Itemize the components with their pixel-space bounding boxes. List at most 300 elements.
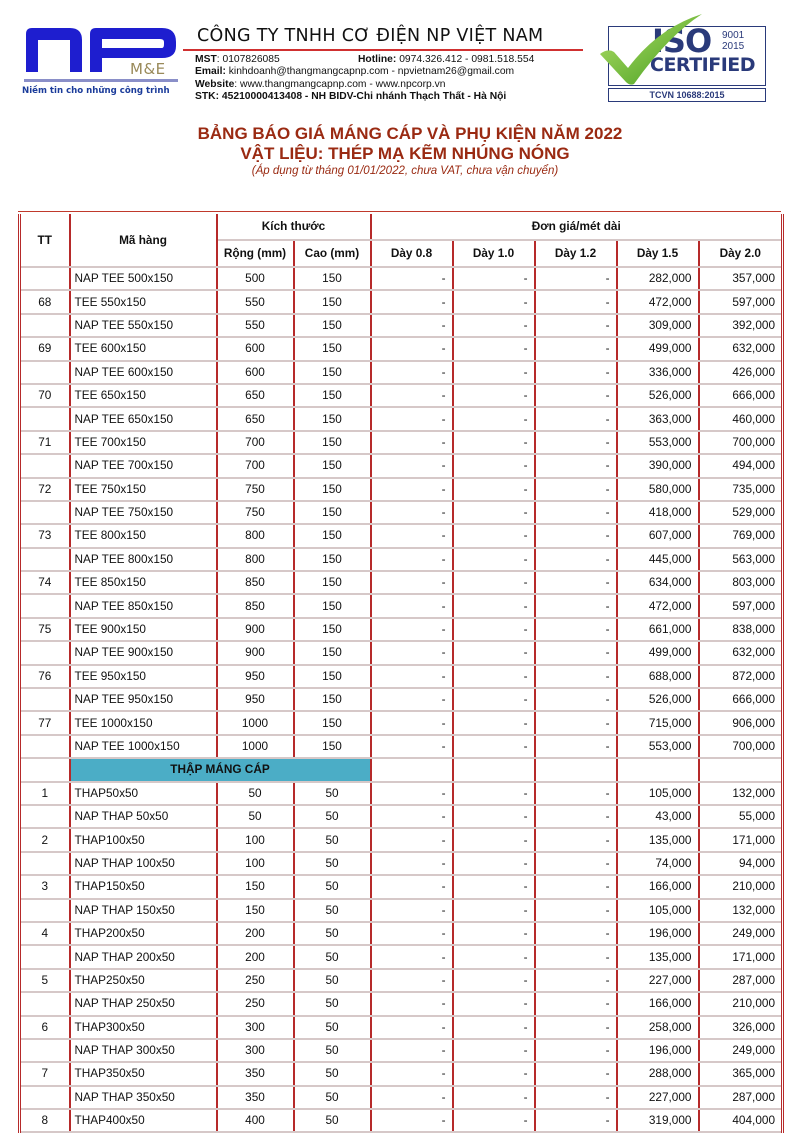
cell-day-10: - bbox=[453, 571, 535, 594]
cell-day-15: 135,000 bbox=[617, 828, 699, 851]
hotline-label: Hotline: bbox=[358, 53, 397, 65]
table-row bbox=[20, 1086, 783, 1109]
cell-day-20: 666,000 bbox=[699, 384, 783, 407]
cell-cao: 150 bbox=[294, 361, 371, 384]
cell-ma-hang: TEE 850x150 bbox=[70, 571, 217, 594]
cell-day-12: - bbox=[535, 782, 617, 805]
table-row bbox=[20, 478, 783, 501]
cell-day-20: 171,000 bbox=[699, 828, 783, 851]
cell-day-08: - bbox=[371, 641, 453, 664]
cell-rong: 650 bbox=[217, 384, 294, 407]
cell-cao: 50 bbox=[294, 875, 371, 898]
cell-day-20: 632,000 bbox=[699, 641, 783, 664]
cell-day-10: - bbox=[453, 688, 535, 711]
cell-day-20: 529,000 bbox=[699, 501, 783, 524]
company-name: CÔNG TY TNHH CƠ ĐIỆN NP VIỆT NAM bbox=[197, 26, 544, 46]
title-material: VẬT LIỆU: THÉP MẠ KẼM NHÚNG NÓNG bbox=[240, 144, 570, 163]
cell-cao: 50 bbox=[294, 1109, 371, 1132]
cell-day-20: 597,000 bbox=[699, 594, 783, 617]
cell-tt: 76 bbox=[20, 665, 70, 688]
cell-day-15: 363,000 bbox=[617, 407, 699, 430]
section-tt bbox=[20, 758, 70, 781]
cell-rong: 550 bbox=[217, 290, 294, 313]
logo-slogan: Niềm tin cho những công trình bbox=[22, 86, 170, 96]
cell-day-10: - bbox=[453, 594, 535, 617]
table-row bbox=[20, 875, 783, 898]
cell-day-15: 227,000 bbox=[617, 969, 699, 992]
cell-day-12: - bbox=[535, 454, 617, 477]
company-info bbox=[193, 26, 589, 104]
cell-rong: 900 bbox=[217, 641, 294, 664]
cell-rong: 800 bbox=[217, 548, 294, 571]
cell-tt: 8 bbox=[20, 1109, 70, 1132]
thap-rows bbox=[20, 782, 783, 1133]
cell-cao: 150 bbox=[294, 594, 371, 617]
cell-cao: 150 bbox=[294, 337, 371, 360]
cell-day-08: - bbox=[371, 571, 453, 594]
cell-rong: 300 bbox=[217, 1039, 294, 1062]
cell-day-08: - bbox=[371, 805, 453, 828]
table-row bbox=[20, 314, 783, 337]
cell-rong: 300 bbox=[217, 1016, 294, 1039]
cell-day-12: - bbox=[535, 267, 617, 290]
cell-ma-hang: NAP THAP 300x50 bbox=[70, 1039, 217, 1062]
cell-day-20: 666,000 bbox=[699, 688, 783, 711]
cell-rong: 600 bbox=[217, 337, 294, 360]
cell-rong: 850 bbox=[217, 594, 294, 617]
cell-day-15: 634,000 bbox=[617, 571, 699, 594]
cell-ma-hang: THAP50x50 bbox=[70, 782, 217, 805]
cell-tt bbox=[20, 1086, 70, 1109]
cell-tt bbox=[20, 852, 70, 875]
cell-day-12: - bbox=[535, 571, 617, 594]
cell-rong: 700 bbox=[217, 454, 294, 477]
cell-day-15: 288,000 bbox=[617, 1062, 699, 1085]
cell-day-15: 319,000 bbox=[617, 1109, 699, 1132]
cell-day-15: 105,000 bbox=[617, 782, 699, 805]
logo-underline bbox=[24, 79, 178, 82]
cell-cao: 50 bbox=[294, 1016, 371, 1039]
cell-day-08: - bbox=[371, 361, 453, 384]
cell-day-15: 390,000 bbox=[617, 454, 699, 477]
cell-rong: 550 bbox=[217, 314, 294, 337]
cell-tt: 7 bbox=[20, 1062, 70, 1085]
document-header bbox=[0, 0, 800, 110]
cell-day-08: - bbox=[371, 1086, 453, 1109]
cell-ma-hang: NAP TEE 600x150 bbox=[70, 361, 217, 384]
cell-day-15: 499,000 bbox=[617, 337, 699, 360]
cell-day-20: 769,000 bbox=[699, 524, 783, 547]
cell-rong: 650 bbox=[217, 407, 294, 430]
cell-day-12: - bbox=[535, 431, 617, 454]
cell-ma-hang: NAP TEE 750x150 bbox=[70, 501, 217, 524]
cell-rong: 500 bbox=[217, 267, 294, 290]
cell-day-15: 309,000 bbox=[617, 314, 699, 337]
cell-day-15: 553,000 bbox=[617, 735, 699, 758]
email-label: Email: bbox=[195, 66, 226, 77]
cell-rong: 350 bbox=[217, 1062, 294, 1085]
website-label: Website bbox=[195, 78, 235, 90]
cell-day-20: 326,000 bbox=[699, 1016, 783, 1039]
cell-day-10: - bbox=[453, 361, 535, 384]
cell-cao: 50 bbox=[294, 899, 371, 922]
cell-day-12: - bbox=[535, 1016, 617, 1039]
tee-rows bbox=[20, 267, 783, 758]
cell-day-08: - bbox=[371, 875, 453, 898]
cell-rong: 950 bbox=[217, 665, 294, 688]
cell-tt bbox=[20, 992, 70, 1015]
cell-tt bbox=[20, 267, 70, 290]
cell-rong: 800 bbox=[217, 524, 294, 547]
cell-cao: 150 bbox=[294, 641, 371, 664]
col-kich-thuoc: Kích thước bbox=[217, 214, 371, 240]
table-row bbox=[20, 290, 783, 313]
website-value[interactable]: : www.thangmangcapnp.com - www.npcorp.vn bbox=[234, 78, 446, 90]
table-row bbox=[20, 501, 783, 524]
cell-day-20: 55,000 bbox=[699, 805, 783, 828]
cell-rong: 750 bbox=[217, 501, 294, 524]
cell-ma-hang: NAP THAP 200x50 bbox=[70, 945, 217, 968]
table-row bbox=[20, 711, 783, 734]
cell-cao: 50 bbox=[294, 945, 371, 968]
cell-day-12: - bbox=[535, 337, 617, 360]
cell-day-10: - bbox=[453, 922, 535, 945]
cell-tt: 1 bbox=[20, 782, 70, 805]
cell-day-20: 249,000 bbox=[699, 1039, 783, 1062]
cell-day-12: - bbox=[535, 852, 617, 875]
cell-day-12: - bbox=[535, 969, 617, 992]
table-row bbox=[20, 992, 783, 1015]
cell-rong: 200 bbox=[217, 945, 294, 968]
cell-ma-hang: NAP TEE 850x150 bbox=[70, 594, 217, 617]
cell-ma-hang: NAP TEE 950x150 bbox=[70, 688, 217, 711]
cell-ma-hang: TEE 950x150 bbox=[70, 665, 217, 688]
table-row bbox=[20, 1039, 783, 1062]
cell-rong: 50 bbox=[217, 805, 294, 828]
cell-day-20: 404,000 bbox=[699, 1109, 783, 1132]
cell-ma-hang: NAP THAP 150x50 bbox=[70, 899, 217, 922]
cell-day-15: 135,000 bbox=[617, 945, 699, 968]
cell-day-15: 418,000 bbox=[617, 501, 699, 524]
cell-day-08: - bbox=[371, 337, 453, 360]
cell-day-15: 661,000 bbox=[617, 618, 699, 641]
cell-ma-hang: NAP THAP 350x50 bbox=[70, 1086, 217, 1109]
cell-day-08: - bbox=[371, 969, 453, 992]
cell-rong: 900 bbox=[217, 618, 294, 641]
cell-day-08: - bbox=[371, 688, 453, 711]
table-row bbox=[20, 1062, 783, 1085]
section-empty bbox=[535, 758, 617, 781]
cell-day-08: - bbox=[371, 711, 453, 734]
cell-cao: 150 bbox=[294, 384, 371, 407]
cell-cao: 150 bbox=[294, 571, 371, 594]
cell-day-08: - bbox=[371, 314, 453, 337]
cell-day-12: - bbox=[535, 314, 617, 337]
table-row bbox=[20, 431, 783, 454]
cell-day-10: - bbox=[453, 1086, 535, 1109]
cell-day-20: 287,000 bbox=[699, 969, 783, 992]
cell-ma-hang: THAP150x50 bbox=[70, 875, 217, 898]
cell-day-12: - bbox=[535, 688, 617, 711]
cell-day-12: - bbox=[535, 1062, 617, 1085]
cell-day-08: - bbox=[371, 454, 453, 477]
table-row bbox=[20, 852, 783, 875]
cell-day-20: 838,000 bbox=[699, 618, 783, 641]
cell-cao: 50 bbox=[294, 828, 371, 851]
cell-cao: 50 bbox=[294, 992, 371, 1015]
cell-day-15: 472,000 bbox=[617, 290, 699, 313]
cell-ma-hang: TEE 550x150 bbox=[70, 290, 217, 313]
cell-ma-hang: THAP300x50 bbox=[70, 1016, 217, 1039]
cell-tt bbox=[20, 641, 70, 664]
col-day-10: Dày 1.0 bbox=[453, 240, 535, 267]
cell-day-20: 906,000 bbox=[699, 711, 783, 734]
cell-ma-hang: NAP THAP 250x50 bbox=[70, 992, 217, 1015]
cell-tt bbox=[20, 805, 70, 828]
table-row bbox=[20, 828, 783, 851]
cell-day-12: - bbox=[535, 828, 617, 851]
table-row bbox=[20, 361, 783, 384]
price-table bbox=[18, 214, 784, 1133]
cell-day-15: 105,000 bbox=[617, 899, 699, 922]
cell-day-08: - bbox=[371, 407, 453, 430]
cell-day-10: - bbox=[453, 1039, 535, 1062]
table-row bbox=[20, 945, 783, 968]
cell-day-12: - bbox=[535, 501, 617, 524]
cell-ma-hang: NAP THAP 50x50 bbox=[70, 805, 217, 828]
cell-tt: 69 bbox=[20, 337, 70, 360]
cell-day-10: - bbox=[453, 337, 535, 360]
cell-day-15: 196,000 bbox=[617, 1039, 699, 1062]
cell-day-10: - bbox=[453, 314, 535, 337]
table-row bbox=[20, 665, 783, 688]
cell-cao: 150 bbox=[294, 454, 371, 477]
cell-day-12: - bbox=[535, 478, 617, 501]
cell-tt: 74 bbox=[20, 571, 70, 594]
cell-day-12: - bbox=[535, 361, 617, 384]
cell-day-10: - bbox=[453, 290, 535, 313]
cell-day-08: - bbox=[371, 1016, 453, 1039]
cell-day-10: - bbox=[453, 431, 535, 454]
cell-rong: 100 bbox=[217, 852, 294, 875]
cell-day-12: - bbox=[535, 665, 617, 688]
cell-day-12: - bbox=[535, 641, 617, 664]
cell-day-10: - bbox=[453, 992, 535, 1015]
cell-day-12: - bbox=[535, 290, 617, 313]
cell-day-10: - bbox=[453, 478, 535, 501]
table-row bbox=[20, 454, 783, 477]
cell-day-08: - bbox=[371, 618, 453, 641]
cell-cao: 150 bbox=[294, 665, 371, 688]
col-don-gia: Đơn giá/mét dài bbox=[371, 214, 783, 240]
table-row bbox=[20, 571, 783, 594]
mst-line bbox=[195, 54, 589, 67]
cell-day-15: 499,000 bbox=[617, 641, 699, 664]
table-row bbox=[20, 407, 783, 430]
col-tt: TT bbox=[20, 214, 70, 267]
cell-day-20: 132,000 bbox=[699, 899, 783, 922]
cell-day-10: - bbox=[453, 852, 535, 875]
header-row-1 bbox=[20, 214, 783, 240]
cell-tt bbox=[20, 548, 70, 571]
cell-cao: 50 bbox=[294, 1062, 371, 1085]
cell-day-12: - bbox=[535, 594, 617, 617]
cell-day-20: 357,000 bbox=[699, 267, 783, 290]
company-logo bbox=[18, 26, 178, 98]
mst-label: MST bbox=[195, 53, 217, 65]
email-value[interactable]: kinhdoanh@thangmangcapnp.com - npvietnam26@gmail.com bbox=[225, 66, 515, 77]
cell-day-15: 472,000 bbox=[617, 594, 699, 617]
cell-ma-hang: NAP TEE 650x150 bbox=[70, 407, 217, 430]
cell-tt: 6 bbox=[20, 1016, 70, 1039]
cell-day-12: - bbox=[535, 407, 617, 430]
cell-cao: 150 bbox=[294, 407, 371, 430]
cell-day-08: - bbox=[371, 501, 453, 524]
cell-day-08: - bbox=[371, 1062, 453, 1085]
cell-day-15: 258,000 bbox=[617, 1016, 699, 1039]
cell-day-12: - bbox=[535, 735, 617, 758]
cell-rong: 150 bbox=[217, 875, 294, 898]
table-row bbox=[20, 922, 783, 945]
cell-cao: 150 bbox=[294, 290, 371, 313]
cell-day-12: - bbox=[535, 384, 617, 407]
cell-cao: 50 bbox=[294, 1086, 371, 1109]
cell-day-20: 426,000 bbox=[699, 361, 783, 384]
cell-day-20: 287,000 bbox=[699, 1086, 783, 1109]
cell-day-10: - bbox=[453, 618, 535, 641]
cell-day-15: 607,000 bbox=[617, 524, 699, 547]
cell-day-20: 494,000 bbox=[699, 454, 783, 477]
cell-day-10: - bbox=[453, 454, 535, 477]
section-thap bbox=[20, 758, 783, 781]
cell-ma-hang: THAP400x50 bbox=[70, 1109, 217, 1132]
cell-tt: 2 bbox=[20, 828, 70, 851]
cell-ma-hang: THAP200x50 bbox=[70, 922, 217, 945]
cell-cao: 50 bbox=[294, 805, 371, 828]
cell-tt bbox=[20, 735, 70, 758]
cell-cao: 150 bbox=[294, 735, 371, 758]
col-day-15: Dày 1.5 bbox=[617, 240, 699, 267]
cell-day-15: 580,000 bbox=[617, 478, 699, 501]
cell-day-15: 166,000 bbox=[617, 992, 699, 1015]
cell-cao: 150 bbox=[294, 267, 371, 290]
table-row bbox=[20, 548, 783, 571]
cell-day-12: - bbox=[535, 711, 617, 734]
cell-cao: 150 bbox=[294, 501, 371, 524]
cell-tt: 71 bbox=[20, 431, 70, 454]
iso-badge bbox=[598, 14, 766, 100]
iso-year-top: 9001 bbox=[722, 30, 745, 41]
cell-day-08: - bbox=[371, 899, 453, 922]
cell-day-15: 43,000 bbox=[617, 805, 699, 828]
logo-n-icon bbox=[26, 28, 82, 72]
cell-tt: 5 bbox=[20, 969, 70, 992]
hotline bbox=[358, 54, 534, 67]
mst-value: : 0107826085 bbox=[216, 53, 280, 65]
cell-day-15: 166,000 bbox=[617, 875, 699, 898]
cell-tt: 75 bbox=[20, 618, 70, 641]
cell-day-10: - bbox=[453, 711, 535, 734]
cell-rong: 150 bbox=[217, 899, 294, 922]
title-main: BẢNG BÁO GIÁ MÁNG CÁP VÀ PHỤ KIỆN NĂM 2022 bbox=[197, 124, 623, 143]
cell-ma-hang: TEE 1000x150 bbox=[70, 711, 217, 734]
table-row bbox=[20, 735, 783, 758]
cell-cao: 50 bbox=[294, 782, 371, 805]
cell-tt bbox=[20, 454, 70, 477]
cell-cao: 150 bbox=[294, 688, 371, 711]
cell-tt bbox=[20, 314, 70, 337]
cell-ma-hang: TEE 900x150 bbox=[70, 618, 217, 641]
cell-tt bbox=[20, 899, 70, 922]
cell-day-10: - bbox=[453, 384, 535, 407]
cell-day-08: - bbox=[371, 384, 453, 407]
cell-cao: 150 bbox=[294, 478, 371, 501]
cell-rong: 850 bbox=[217, 571, 294, 594]
cell-day-08: - bbox=[371, 852, 453, 875]
cell-day-10: - bbox=[453, 805, 535, 828]
iso-certified: CERTIFIED bbox=[650, 54, 756, 76]
table-row bbox=[20, 969, 783, 992]
cell-ma-hang: NAP TEE 700x150 bbox=[70, 454, 217, 477]
cell-day-10: - bbox=[453, 267, 535, 290]
cell-day-12: - bbox=[535, 922, 617, 945]
col-day-08: Dày 0.8 bbox=[371, 240, 453, 267]
cell-day-15: 227,000 bbox=[617, 1086, 699, 1109]
col-cao: Cao (mm) bbox=[294, 240, 371, 267]
cell-tt bbox=[20, 501, 70, 524]
cell-day-08: - bbox=[371, 594, 453, 617]
cell-tt: 72 bbox=[20, 478, 70, 501]
cell-day-12: - bbox=[535, 1039, 617, 1062]
cell-day-20: 171,000 bbox=[699, 945, 783, 968]
cell-cao: 150 bbox=[294, 314, 371, 337]
col-day-20: Dày 2.0 bbox=[699, 240, 783, 267]
cell-rong: 600 bbox=[217, 361, 294, 384]
cell-day-20: 632,000 bbox=[699, 337, 783, 360]
cell-rong: 250 bbox=[217, 969, 294, 992]
cell-day-15: 526,000 bbox=[617, 384, 699, 407]
cell-day-10: - bbox=[453, 899, 535, 922]
cell-day-08: - bbox=[371, 1109, 453, 1132]
iso-tcvn: TCVN 10688:2015 bbox=[608, 88, 766, 102]
cell-rong: 750 bbox=[217, 478, 294, 501]
cell-tt bbox=[20, 1039, 70, 1062]
cell-tt bbox=[20, 688, 70, 711]
cell-cao: 150 bbox=[294, 618, 371, 641]
cell-day-10: - bbox=[453, 641, 535, 664]
cell-day-15: 553,000 bbox=[617, 431, 699, 454]
cell-ma-hang: THAP100x50 bbox=[70, 828, 217, 851]
section-row bbox=[20, 758, 783, 781]
cell-day-12: - bbox=[535, 1109, 617, 1132]
cell-tt bbox=[20, 594, 70, 617]
cell-day-08: - bbox=[371, 478, 453, 501]
cell-day-20: 803,000 bbox=[699, 571, 783, 594]
cell-day-20: 94,000 bbox=[699, 852, 783, 875]
section-label: THẬP MÁNG CÁP bbox=[70, 758, 371, 781]
cell-cao: 150 bbox=[294, 431, 371, 454]
cell-day-08: - bbox=[371, 782, 453, 805]
cell-day-08: - bbox=[371, 1039, 453, 1062]
cell-ma-hang: THAP350x50 bbox=[70, 1062, 217, 1085]
cell-day-20: 392,000 bbox=[699, 314, 783, 337]
cell-tt: 77 bbox=[20, 711, 70, 734]
cell-day-08: - bbox=[371, 267, 453, 290]
bank-account-line bbox=[195, 91, 589, 104]
cell-day-08: - bbox=[371, 735, 453, 758]
cell-cao: 50 bbox=[294, 922, 371, 945]
cell-day-12: - bbox=[535, 524, 617, 547]
